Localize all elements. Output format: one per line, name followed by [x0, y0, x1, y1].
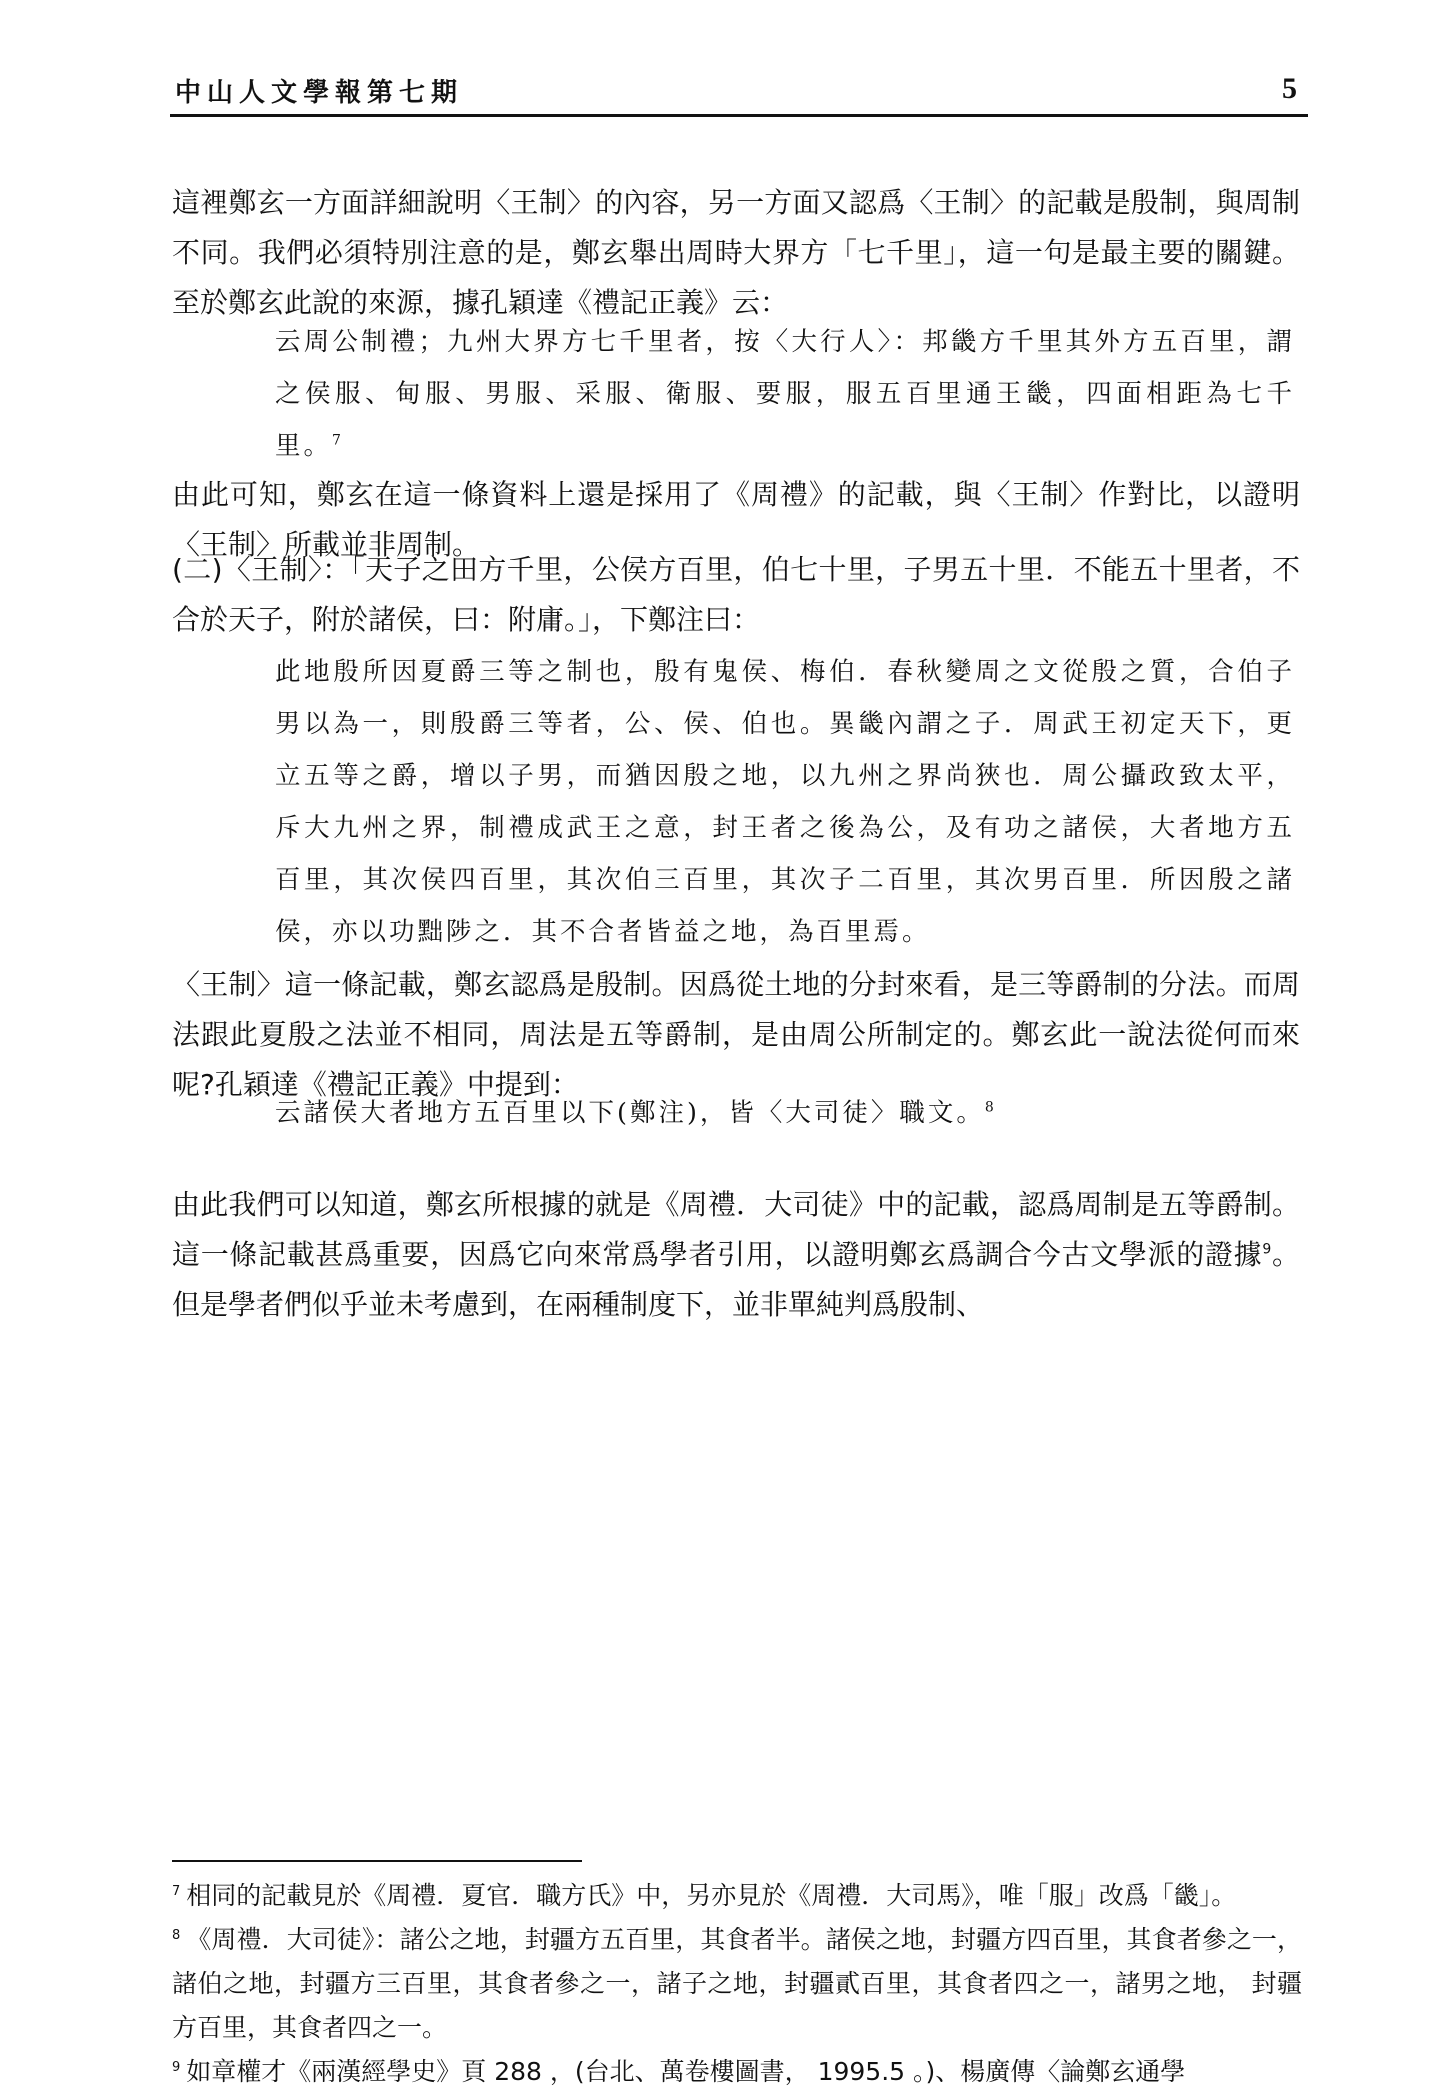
footnote-7-number: 7 [172, 1883, 181, 1899]
paragraph-1 [172, 178, 1300, 328]
footnote-ref-9: 9 [1262, 1241, 1272, 1258]
running-header [175, 72, 1303, 112]
paragraph-3 [172, 545, 1300, 645]
quote-1 [275, 316, 1295, 472]
paragraph-2-text: 由此可知，鄭玄在這一條資料上還是採用了《周禮》的記載，與〈王制〉作對比，以證明〈王制〉所載並非周制。 [172, 478, 1300, 561]
quote-1-text: 云周公制禮；九州大界方七千里者，按〈大行人〉：邦畿方千里其外方五百里，謂之侯服、甸服、男服、采服、衛服、要服，服五百里通王畿，四面相距為七千里。 [275, 327, 1295, 461]
footnote-7 [172, 1874, 1302, 1918]
footnote-ref-7: 7 [332, 432, 344, 449]
footnote-9-number: 9 [172, 2059, 181, 2075]
paragraph-3-text: (二)〈王制〉：「天子之田方千里，公侯方百里，伯七十里，子男五十里．不能五十里者，不合於天子，附於諸侯，曰：附庸。」，下鄭注曰： [172, 553, 1300, 636]
footnote-9 [172, 2050, 1302, 2094]
paragraph-5 [172, 1180, 1300, 1330]
footnote-8 [172, 1918, 1302, 2050]
paragraph-4-text: 〈王制〉這一條記載，鄭玄認爲是殷制。因爲從土地的分封來看，是三等爵制的分法。而周法跟此夏殷之法並不相同，周法是五等爵制，是由周公所制定的。鄭玄此一說法從何而來呢?孔穎達《禮記正義》中提到： [172, 968, 1300, 1101]
page-number: 5 [1282, 72, 1297, 105]
paragraph-5-text-a: 由此我們可以知道，鄭玄所根據的就是《周禮．大司徒》中的記載，認爲周制是五等爵制。這一條記載甚爲重要，因爲它向來常爲學者引用，以證明鄭玄爲調合今古文學派的證據 [172, 1188, 1300, 1271]
quote-2-text: 此地殷所因夏爵三等之制也，殷有鬼侯、梅伯．春秋變周之文從殷之質，合伯子男以為一，則殷爵三等者，公、侯、伯也。異畿內謂之子．周武王初定天下，更立五等之爵，增以子男，而猶因殷之地，以九州之界尚狹也．周公攝政致太平，斥大九州之界，制禮成武王之意，封王者之後為公，及有功之諸侯，大者地方五百里，其次侯四百里，其次伯三百里，其次子二百里，其次男百里．所因殷之諸侯，亦以功黜陟之．其不合者皆益之地，為百里焉。 [275, 657, 1295, 947]
footnote-ref-8: 8 [984, 1099, 997, 1116]
paragraph-5-text-b: 。但是學者們似乎並未考慮到，在兩種制度下，並非單純判爲殷制、 [172, 1238, 1300, 1321]
footnote-7-text: 相同的記載見於《周禮．夏官．職方氏》中，另亦見於《周禮．大司馬》，唯「服」改爲「畿」。 [186, 1881, 1237, 1910]
footnote-rule [172, 1860, 582, 1862]
quote-2 [275, 646, 1295, 958]
footnote-8-number: 8 [172, 1927, 181, 1943]
footnote-9-text: 如章權才《兩漢經學史》頁 288 ，(台北、萬卷樓圖書， 1995.5 。)、楊廣傳〈論鄭玄通學 [186, 2057, 1186, 2086]
footnotes [172, 1874, 1302, 2094]
footnote-8-text: 《周禮．大司徒》：諸公之地，封疆方五百里，其食者半。諸侯之地，封疆方四百里，其食者參之一，諸伯之地，封疆方三百里，其食者參之一，諸子之地，封疆貳百里，其食者四之一，諸男之地， 封疆方百里，其食者四之一。 [172, 1925, 1302, 2042]
quote-3 [275, 1087, 1295, 1139]
paragraph-1-text: 這裡鄭玄一方面詳細說明〈王制〉的內容，另一方面又認爲〈王制〉的記載是殷制，與周制不同。我們必須特別注意的是，鄭玄舉出周時大界方「七千里」，這一句是最主要的關鍵。至於鄭玄此說的來源，據孔穎達《禮記正義》云： [172, 186, 1300, 319]
header-rule [170, 114, 1308, 117]
quote-3-text: 云諸侯大者地方五百里以下(鄭注)，皆〈大司徒〉職文。 [275, 1098, 985, 1128]
journal-title: 中山人文學報第七期 [175, 78, 464, 108]
